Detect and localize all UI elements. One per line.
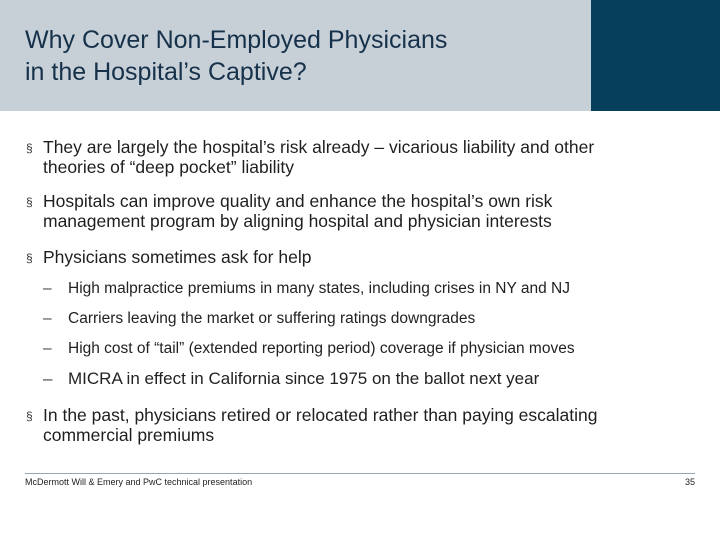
sub-bullet-3 — [25, 339, 575, 359]
slide-title-line1: Why Cover Non-Employed Physicians — [25, 26, 448, 54]
sub-bullet-1 — [25, 279, 570, 299]
footer-text: McDermott Will & Emery and PwC technical presentation — [25, 477, 253, 487]
sub-bullet-marker: – — [43, 310, 52, 327]
sub-bullet-2 — [25, 309, 475, 329]
bullet-2 — [25, 191, 552, 231]
footer-divider — [25, 473, 695, 474]
sub-bullet-4 — [25, 369, 539, 389]
bullet-marker: § — [26, 409, 33, 423]
bullet-1 — [25, 137, 594, 177]
page-number: 35 — [684, 477, 695, 487]
sub-bullet-marker: – — [43, 369, 53, 388]
slide-title-line2: in the Hospital’s Captive? — [25, 58, 307, 86]
bullet-2-line2: management program by aligning hospital and physician interests — [43, 211, 552, 231]
bullet-2-line1: Hospitals can improve quality and enhance the hospital’s own risk — [43, 191, 553, 211]
bullet-4 — [25, 405, 598, 445]
sub-bullet-4-text: MICRA in effect in California since 1975 on the ballot next year — [68, 369, 540, 388]
bullet-3 — [25, 247, 311, 267]
bullet-1-line1: They are largely the hospital’s risk already – vicarious liability and other — [43, 137, 595, 157]
sub-bullet-marker: – — [43, 280, 52, 297]
bullet-4-line2: commercial premiums — [43, 425, 215, 445]
bullet-1-line2: theories of “deep pocket” liability — [43, 157, 294, 177]
slide-title — [25, 24, 585, 88]
bullet-marker: § — [26, 195, 33, 209]
corner-accent-block — [591, 0, 720, 111]
sub-bullet-3-text: High cost of “tail” (extended reporting period) coverage if physician moves — [68, 340, 575, 357]
bullet-3-line1: Physicians sometimes ask for help — [43, 247, 312, 267]
bullet-marker: § — [26, 141, 33, 155]
sub-bullet-marker: – — [43, 340, 52, 357]
bullet-4-line1: In the past, physicians retired or relocated rather than paying escalating — [43, 405, 598, 425]
bullet-marker: § — [26, 251, 33, 265]
sub-bullet-1-text: High malpractice premiums in many states, including crises in NY and NJ — [68, 280, 570, 297]
sub-bullet-2-text: Carriers leaving the market or suffering ratings downgrades — [68, 310, 476, 327]
